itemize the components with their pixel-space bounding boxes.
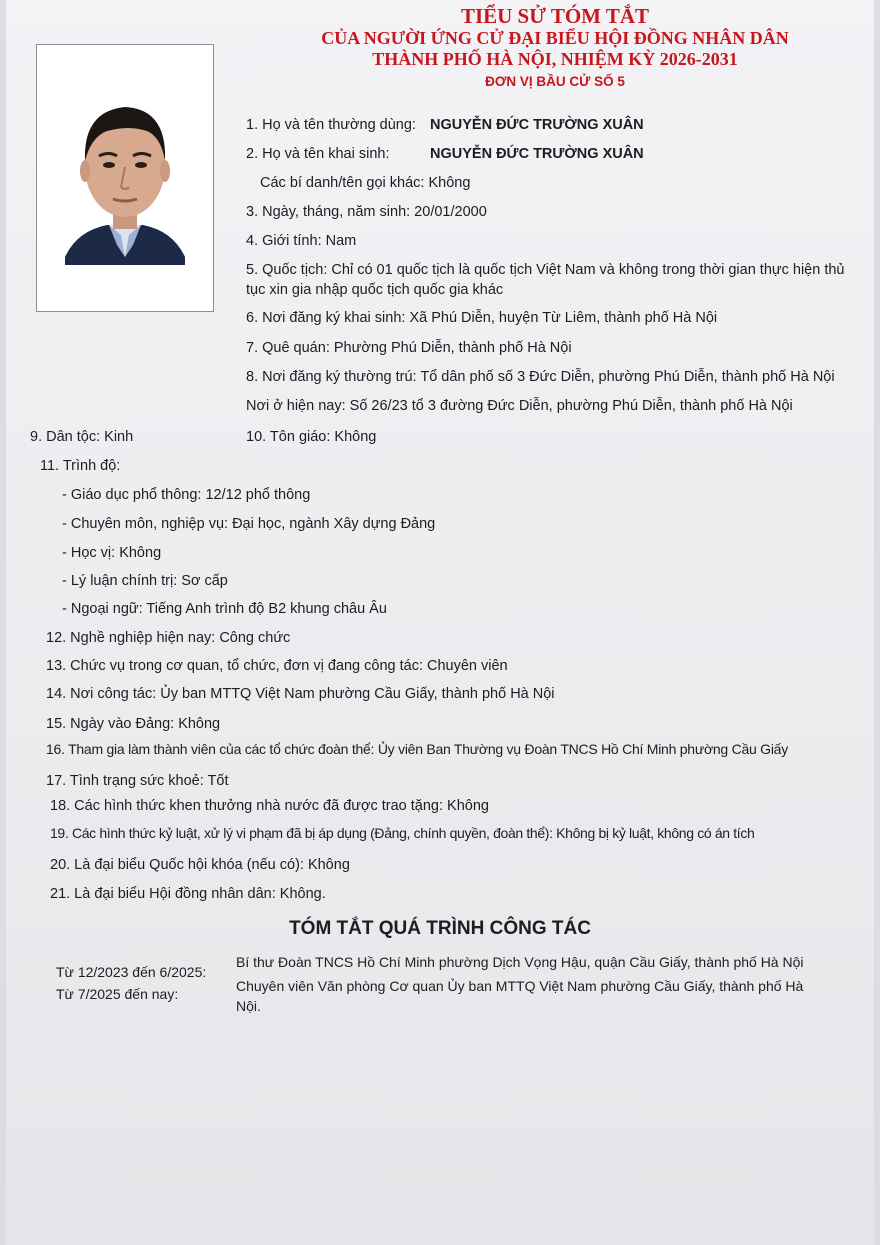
field-occupation: 12. Nghề nghiệp hiện nay: Công chức [46,630,291,646]
field-birth-date: 3. Ngày, tháng, năm sinh: 20/01/2000 [246,204,487,220]
work-period: Từ 12/2023 đến 6/2025: [56,964,207,980]
field-discipline: 19. Các hình thức kỷ luật, xử lý vi phạm đã bị áp dụng (Đảng, chính quyền, đoàn thể): Không bị kỷ luật, không có án tích [50,825,755,841]
education-item: - Ngoại ngữ: Tiếng Anh trình độ B2 khung châu Âu [62,601,387,617]
document-subtitle-2: THÀNH PHỐ HÀ NỘI, NHIỆM KỲ 2026-2031 [372,48,738,69]
portrait-illustration [37,45,213,311]
field-birth-name-label: 2. Họ và tên khai sinh: [246,146,390,162]
field-gender: 4. Giới tính: Nam [246,233,357,249]
education-item: - Học vị: Không [62,545,162,561]
education-item: - Chuyên môn, nghiệp vụ: Đại học, ngành Xây dựng Đảng [62,516,436,532]
education-item: - Lý luận chính trị: Sơ cấp [62,573,228,589]
document-header [240,4,870,89]
document-subtitle-1: CỦA NGƯỜI ỨNG CỬ ĐẠI BIỂU HỘI ĐỒNG NHÂN DÂN [321,28,789,49]
field-health: 17. Tình trạng sức khoẻ: Tốt [46,773,229,789]
field-party-join-date: 15. Ngày vào Đảng: Không [46,716,221,732]
field-hometown: 7. Quê quán: Phường Phú Diễn, thành phố Hà Nội [246,340,572,356]
field-people-council: 21. Là đại biểu Hội đồng nhân dân: Không. [50,886,326,902]
education-item: - Giáo dục phổ thông: 12/12 phổ thông [62,487,311,503]
field-permanent-residence: 8. Nơi đăng ký thường trú: Tổ dân phố số 3 Đức Diễn, phường Phú Diễn, thành phố Hà Nội [246,369,835,385]
field-nationality: 5. Quốc tịch: Chỉ có 01 quốc tịch là quốc tịch Việt Nam và không trong thời gian thực hiện thủ tục xin gia nhập quốc tịch quốc gia khác [246,262,845,298]
field-national-assembly: 20. Là đại biểu Quốc hội khóa (nếu có): Không [50,857,350,873]
field-awards: 18. Các hình thức khen thưởng nhà nước đã được trao tặng: Không [50,798,489,814]
field-alias: Các bí danh/tên gọi khác: Không [260,175,471,191]
document-title: TIỂU SỬ TÓM TẮT [460,4,650,28]
field-common-name-value: NGUYỄN ĐỨC TRƯỜNG XUÂN [430,117,644,133]
field-position: 13. Chức vụ trong cơ quan, tổ chức, đơn vị đang công tác: Chuyên viên [46,658,508,674]
candidate-photo [36,44,214,312]
work-description: Bí thư Đoàn TNCS Hồ Chí Minh phường Dịch Vọng Hậu, quận Cầu Giấy, thành phố Hà Nội [236,954,804,970]
field-birth-name-value: NGUYỄN ĐỨC TRƯỜNG XUÂN [430,146,644,162]
field-organizations: 16. Tham gia làm thành viên của các tổ chức đoàn thể: Ủy viên Ban Thường vụ Đoàn TNCS Hồ Chí Minh phường Cầu Giấy [46,741,788,757]
field-education-heading: 11. Trình độ: [40,458,121,474]
work-description: Chuyên viên Văn phòng Cơ quan Ủy ban MTTQ Việt Nam phường Cầu Giấy, thành phố Hà Nội. [236,978,804,1014]
field-religion: 10. Tôn giáo: Không [246,429,377,445]
field-ethnicity: 9. Dân tộc: Kinh [30,429,134,445]
field-common-name-label: 1. Họ và tên thường dùng: [246,117,416,133]
field-workplace: 14. Nơi công tác: Ủy ban MTTQ Việt Nam phường Cầu Giấy, thành phố Hà Nội [46,686,555,702]
field-current-residence: Nơi ở hiện nay: Số 26/23 tổ 3 đường Đức Diễn, phường Phú Diễn, thành phố Hà Nội [246,398,793,414]
work-period: Từ 7/2025 đến nay: [56,986,179,1002]
work-history-title: TÓM TẮT QUÁ TRÌNH CÔNG TÁC [289,918,591,939]
electoral-unit: ĐƠN VỊ BẦU CỬ SỐ 5 [485,73,625,89]
field-birth-registration: 6. Nơi đăng ký khai sinh: Xã Phú Diễn, huyện Từ Liêm, thành phố Hà Nội [246,310,718,326]
